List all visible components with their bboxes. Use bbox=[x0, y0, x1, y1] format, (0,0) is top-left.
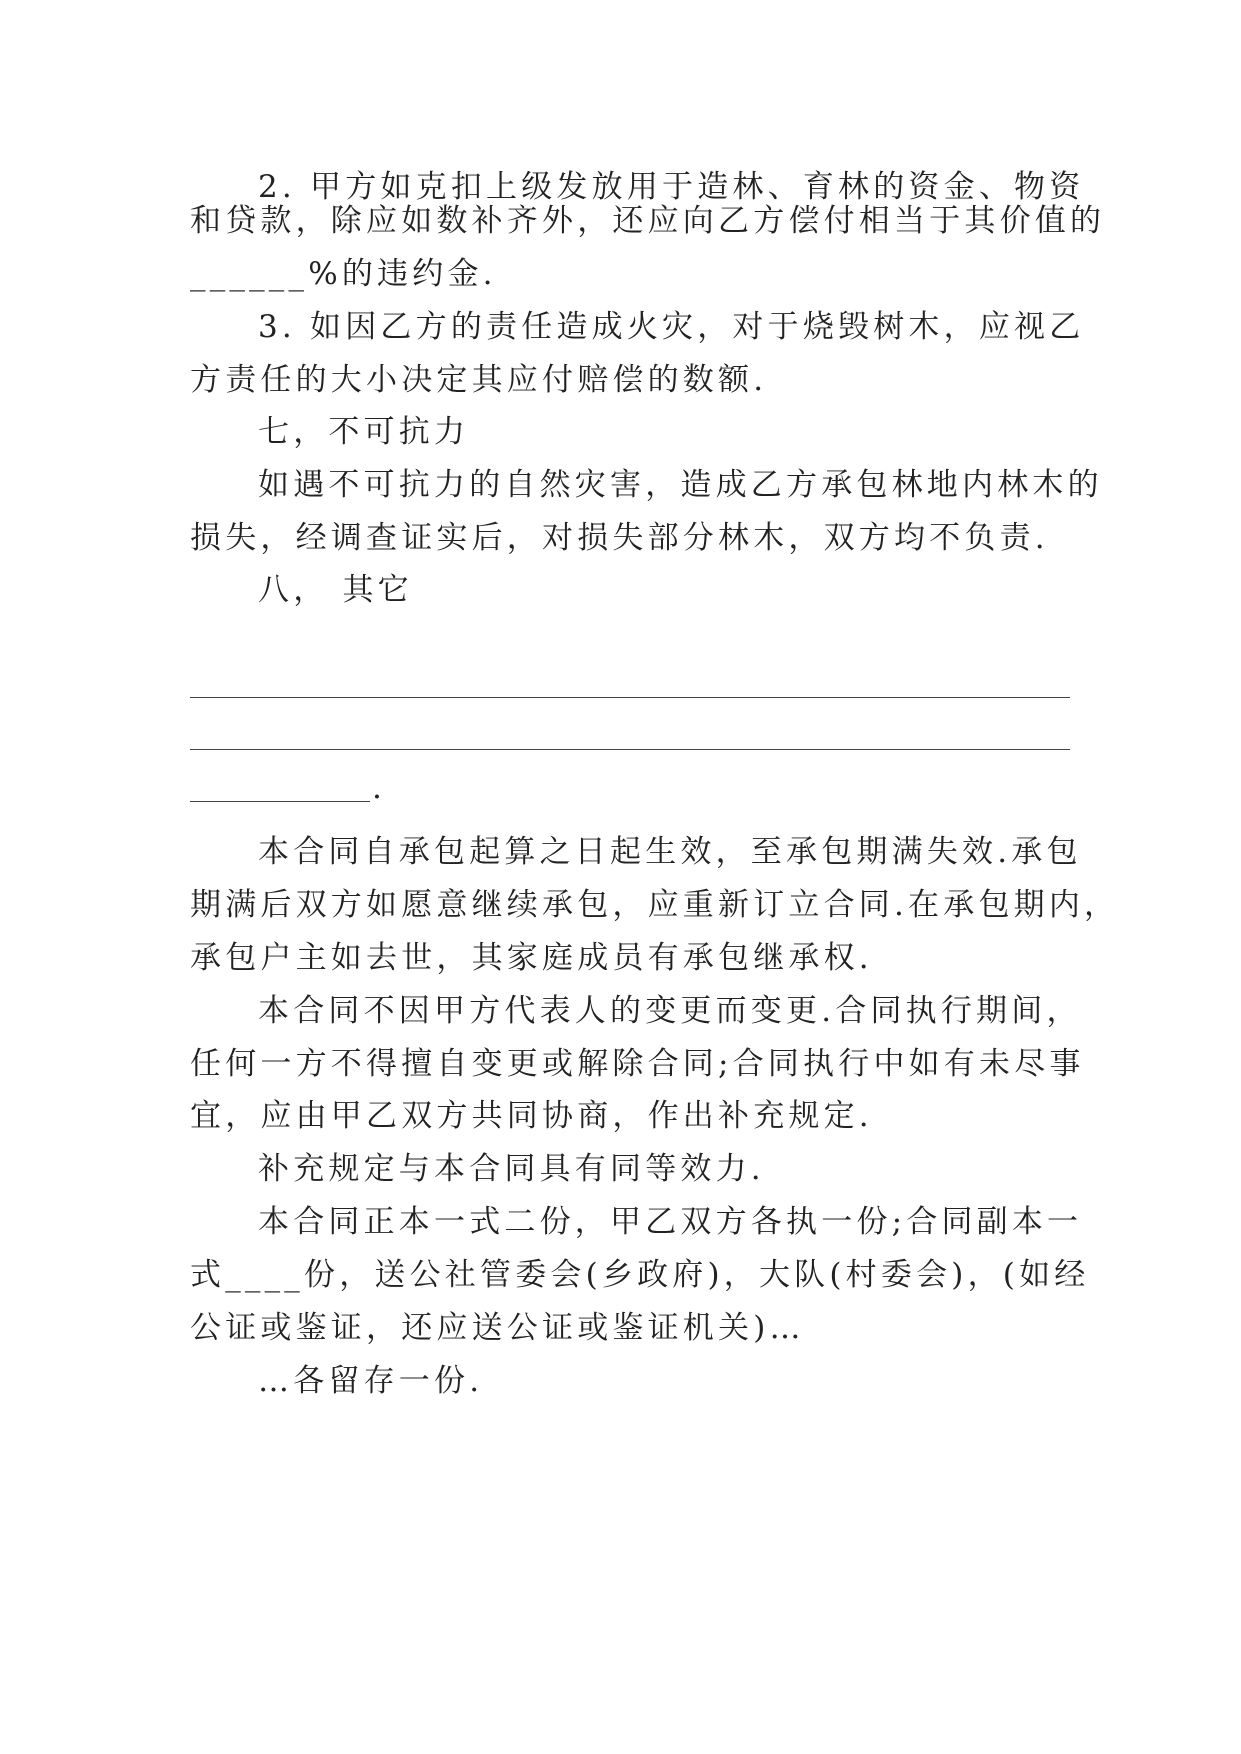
copies-paragraph-line-3: 公证或鉴证，还应送公证或鉴证机关)… bbox=[190, 1310, 805, 1346]
blank-fill-line-3 bbox=[190, 801, 370, 802]
effect-paragraph-line-3: 承包户主如去世，其家庭成员有承包继承权. bbox=[190, 940, 873, 976]
blank-fill-line-1 bbox=[190, 697, 1070, 698]
change-paragraph-line-1: 本合同不因甲方代表人的变更而变更.合同执行期间， bbox=[258, 993, 1082, 1029]
copies-paragraph-line-1: 本合同正本一式二份，甲乙双方各执一份;合同副本一 bbox=[258, 1204, 1083, 1240]
clause-6-3-line-1: 3. 如因乙方的责任造成火灾，对于烧毁树木，应视乙 bbox=[258, 309, 1085, 345]
blank-fill-line-2 bbox=[190, 749, 1070, 750]
blank-fill-period: . bbox=[372, 770, 387, 806]
copies-paragraph-line-4: …各留存一份. bbox=[258, 1363, 484, 1399]
clause-6-3-line-2: 方责任的大小决定其应付赔偿的数额. bbox=[190, 362, 768, 398]
section-7-line-2: 损失，经调查证实后，对损失部分林木，双方均不负责. bbox=[190, 520, 1049, 556]
supplement-paragraph: 补充规定与本合同具有同等效力. bbox=[258, 1151, 765, 1187]
change-paragraph-line-2: 任何一方不得擅自变更或解除合同;合同执行中如有未尽事 bbox=[190, 1046, 1085, 1082]
effect-paragraph-line-1: 本合同自承包起算之日起生效，至承包期满失效.承包 bbox=[258, 834, 1082, 870]
change-paragraph-line-3: 宜，应由甲乙双方共同协商，作出补充规定. bbox=[190, 1098, 873, 1134]
section-7-heading: 七，不可抗力 bbox=[258, 414, 470, 450]
copies-paragraph-line-2: 式____份，送公社管委会(乡政府)，大队(村委会)，(如经 bbox=[190, 1257, 1090, 1293]
section-8-heading: 八， 其它 bbox=[258, 572, 413, 608]
clause-6-2-line-1: 2. 甲方如克扣上级发放用于造林、育林的资金、物资 bbox=[258, 169, 1085, 205]
effect-paragraph-line-2: 期满后双方如愿意继续承包，应重新订立合同.在承包期内， bbox=[190, 887, 1120, 923]
section-7-line-1: 如遇不可抗力的自然灾害，造成乙方承包林地内林木的 bbox=[258, 467, 1103, 503]
clause-6-2-line-3: ______%的违约金. bbox=[190, 256, 497, 292]
clause-6-2-line-2: 和贷款，除应如数补齐外，还应向乙方偿付相当于其价值的 bbox=[190, 203, 1106, 239]
